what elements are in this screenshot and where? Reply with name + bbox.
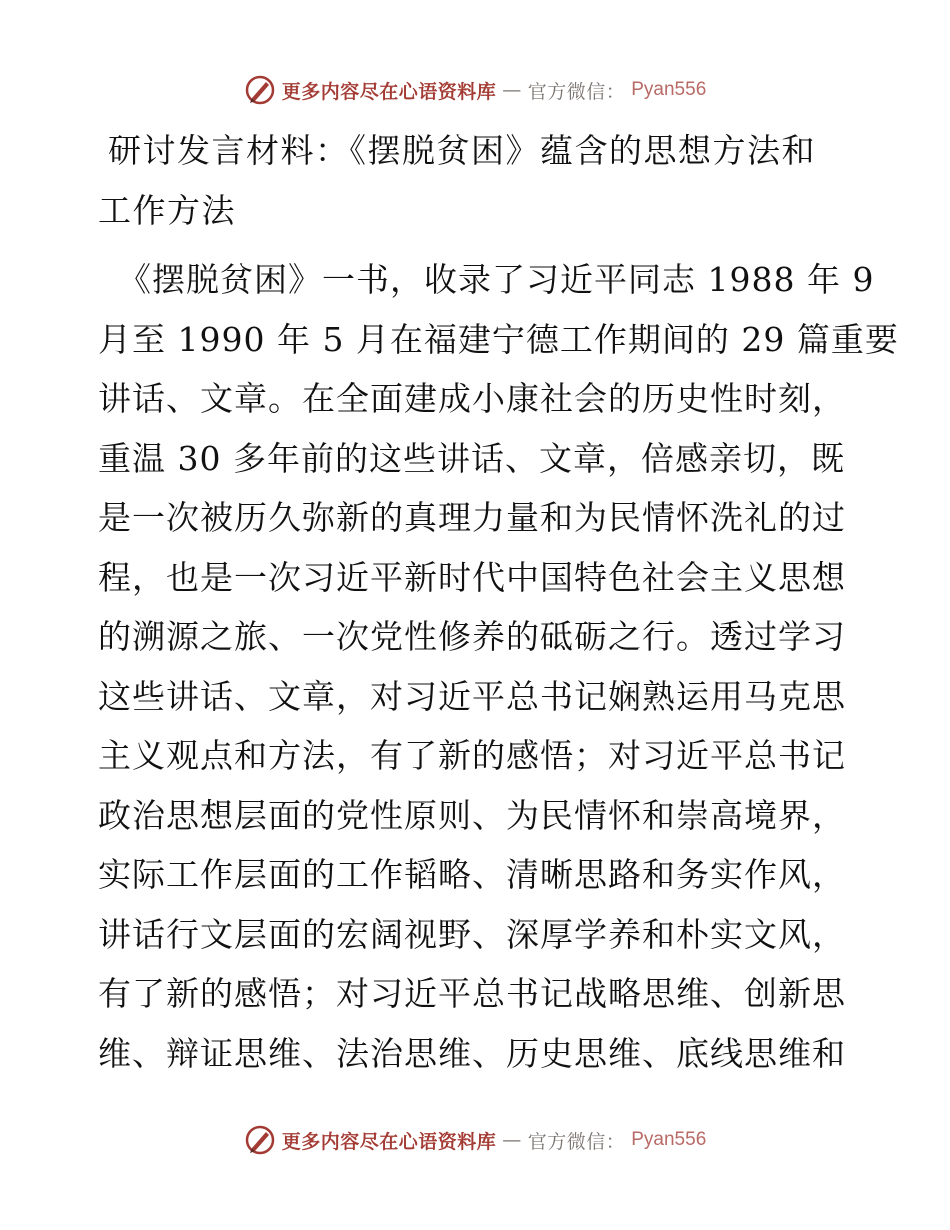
title-line: 研讨发言材料：《摆脱贫困》蕴含的思想方法和 (108, 131, 816, 170)
banner-separator: — (502, 1129, 522, 1151)
pen-circle-logo-icon (244, 74, 276, 106)
body-line: 有了新的感悟；对习近平总书记战略思维、创新思 (98, 974, 846, 1013)
body-line: 讲话、文章。在全面建成小康社会的历史性时刻， (98, 379, 846, 418)
body-line: 维、辩证思维、法治思维、历史思维、底线思维和 (98, 1033, 846, 1073)
banner-site-name: 更多内容尽在心语资料库 (281, 80, 497, 103)
pen-circle-logo-icon (244, 1124, 276, 1156)
document-title (98, 123, 858, 242)
body-line: 主义观点和方法，有了新的感悟；对习近平总书记 (98, 736, 846, 775)
document-body (98, 250, 899, 1083)
body-line: 这些讲话、文章，对习近平总书记娴熟运用马克思 (98, 676, 846, 716)
body-line: 是一次被历久弥新的真理力量和为民情怀洗礼的过 (98, 498, 846, 537)
body-line: 程，也是一次习近平新时代中国特色社会主义思想 (98, 557, 846, 597)
body-line: 实际工作层面的工作韬略、清晰思路和务实作风， (98, 855, 846, 894)
footer-banner (0, 1120, 950, 1160)
body-line: 《摆脱贫困》一书，收录了习近平同志 1988 年 9 (118, 260, 875, 299)
body-line: 的溯源之旅、一次党性修养的砥砺之行。透过学习 (98, 617, 846, 656)
body-line: 讲话行文层面的宏阔视野、深厚学养和朴实文风， (98, 914, 846, 954)
banner-separator: — (502, 79, 522, 101)
body-line: 月至 1990 年 5 月在福建宁德工作期间的 29 篇重要 (98, 319, 899, 359)
banner-wechat-label: 官方微信： (527, 80, 626, 103)
banner-wechat-id: Pyan556 (631, 1129, 707, 1150)
title-line: 工作方法 (98, 190, 236, 230)
banner-site-name: 更多内容尽在心语资料库 (281, 1130, 497, 1153)
banner-wechat-label: 官方微信： (527, 1130, 626, 1153)
banner-wechat-id: Pyan556 (631, 79, 707, 100)
body-line: 政治思想层面的党性原则、为民情怀和崇高境界， (98, 795, 846, 835)
body-line: 重温 30 多年前的这些讲话、文章，倍感亲切，既 (98, 438, 845, 478)
header-banner (0, 70, 950, 110)
